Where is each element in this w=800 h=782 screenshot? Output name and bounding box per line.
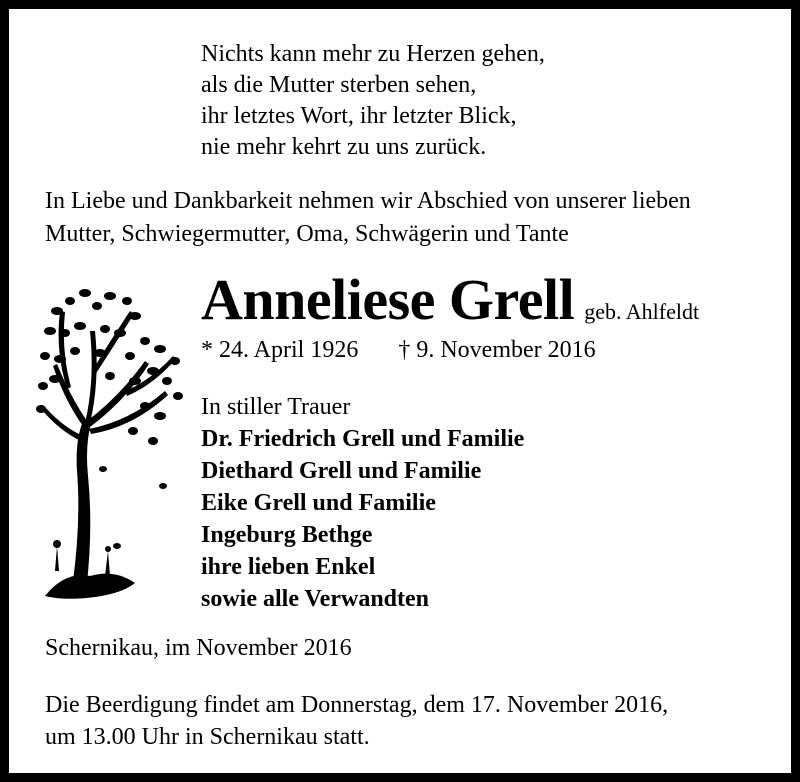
intro-line: Mutter, Schwiegermutter, Oma, Schwägerin und Tante [45,221,569,247]
deceased-heading [201,265,699,335]
life-dates [201,335,596,365]
death-date: † 9. November 2016 [398,337,596,363]
tree-icon [35,271,185,611]
mourner-name: sowie alle Verwandten [201,586,429,612]
poem [201,39,545,163]
mourner-name: ihre lieben Enkel [201,554,376,580]
birth-name: geb. Ahlfeldt [584,299,700,324]
deceased-name: Anneliese Grell [201,267,575,332]
mourner-name: Ingeburg Bethge [201,522,373,548]
mourner-name: Eike Grell und Familie [201,490,436,516]
mourner-name: Diethard Grell und Familie [201,458,482,484]
birth-date: * 24. April 1926 [201,337,359,363]
funeral-line: um 13.00 Uhr in Schernikau statt. [45,724,370,750]
poem-line: als die Mutter sterben sehen, [201,72,477,98]
funeral-line: Die Beerdigung findet am Donnerstag, dem 17. November 2016, [45,692,669,718]
mourners-heading: In stiller Trauer [201,394,351,420]
place-date: Schernikau, im November 2016 [45,635,352,661]
mourners [201,391,524,615]
poem-line: nie mehr kehrt zu uns zurück. [201,134,487,160]
intro-line: In Liebe und Dankbarkeit nehmen wir Abschied von unserer lieben [45,188,691,214]
poem-line: ihr letztes Wort, ihr letzter Blick, [201,103,517,129]
funeral-notice [45,689,668,753]
intro-text [45,185,691,251]
poem-line: Nichts kann mehr zu Herzen gehen, [201,41,545,67]
mourner-name: Dr. Friedrich Grell und Familie [201,426,525,452]
